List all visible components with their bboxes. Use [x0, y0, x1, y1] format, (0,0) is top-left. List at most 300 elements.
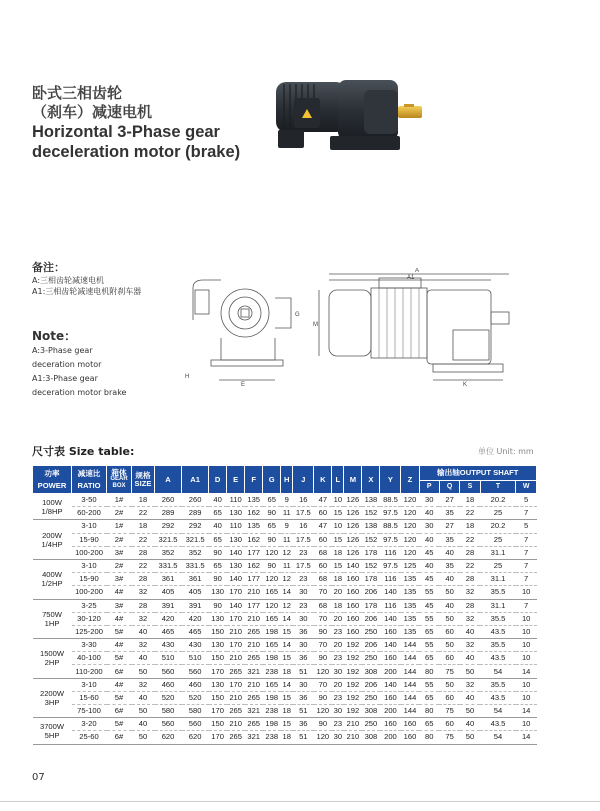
table-cell: 43.5 — [480, 652, 516, 665]
table-cell: 238 — [263, 705, 281, 718]
note-en-a1-line1: A1:3-Phase gear — [32, 374, 98, 383]
table-cell: 60-200 — [72, 507, 107, 520]
table-cell: 18 — [460, 494, 480, 507]
drawing-label-m: M — [313, 322, 318, 328]
table-cell: 152 — [362, 533, 380, 546]
table-cell: 170 — [209, 665, 227, 678]
table-cell: 150 — [209, 691, 227, 704]
power-value: 2200W — [39, 688, 65, 698]
table-cell: 70 — [314, 639, 332, 652]
table-cell: 130 — [227, 533, 245, 546]
motor-photo — [268, 70, 438, 170]
header-col-k: K — [314, 466, 332, 494]
table-cell: 465 — [155, 625, 182, 638]
table-cell: 5# — [107, 625, 132, 638]
table-cell: 60 — [439, 625, 459, 638]
table-cell: 331.5 — [155, 559, 182, 572]
table-cell: 210 — [245, 612, 263, 625]
table-cell: 25 — [480, 507, 516, 520]
table-cell: 144 — [401, 678, 419, 691]
table-row — [33, 625, 537, 638]
table-cell: 32 — [132, 612, 155, 625]
table-cell: 5 — [516, 494, 537, 507]
table-cell: 18 — [132, 520, 155, 533]
table-cell: 391 — [182, 599, 209, 612]
table-cell: 17.5 — [293, 533, 314, 546]
table-cell: 160 — [380, 718, 401, 731]
table-cell: 28 — [132, 573, 155, 586]
table-cell: 126 — [344, 494, 362, 507]
table-cell: 36 — [293, 691, 314, 704]
table-cell: 135 — [401, 599, 419, 612]
table-cell: 20.2 — [480, 494, 516, 507]
table-cell: 150 — [209, 718, 227, 731]
bottom-divider — [0, 801, 600, 802]
table-cell: 178 — [362, 573, 380, 586]
table-cell: 12 — [281, 573, 293, 586]
table-cell: 60 — [314, 507, 332, 520]
table-cell: 88.5 — [380, 520, 401, 533]
table-cell: 210 — [344, 718, 362, 731]
page-number: 07 — [32, 772, 45, 783]
table-row — [33, 612, 537, 625]
table-cell: 31.1 — [480, 599, 516, 612]
table-cell: 16 — [293, 520, 314, 533]
table-cell: 30 — [293, 586, 314, 599]
table-row — [33, 507, 537, 520]
table-cell: 11 — [281, 559, 293, 572]
table-cell: 30 — [293, 678, 314, 691]
table-cell: 20 — [332, 612, 344, 625]
table-cell: 7 — [516, 559, 537, 572]
table-cell: 54 — [480, 665, 516, 678]
table-cell: 60 — [439, 691, 459, 704]
power-cell — [33, 559, 72, 599]
table-cell: 144 — [401, 705, 419, 718]
power-value: 750W — [42, 609, 62, 619]
table-cell: 165 — [263, 586, 281, 599]
table-cell: 4# — [107, 586, 132, 599]
table-cell: 40 — [132, 625, 155, 638]
table-cell: 135 — [401, 573, 419, 586]
table-cell: 2# — [107, 507, 132, 520]
table-cell: 50 — [132, 731, 155, 744]
table-cell: 10 — [332, 520, 344, 533]
table-cell: 20.2 — [480, 520, 516, 533]
table-row — [33, 533, 537, 546]
table-cell: 130 — [209, 639, 227, 652]
table-cell: 70 — [314, 678, 332, 691]
table-cell: 140 — [227, 599, 245, 612]
table-cell: 150 — [209, 652, 227, 665]
note-en-a-line2: deceration motor — [32, 360, 102, 369]
table-cell: 165 — [263, 639, 281, 652]
table-cell: 7 — [516, 546, 537, 559]
table-cell: 6# — [107, 731, 132, 744]
table-cell: 90 — [314, 718, 332, 731]
table-cell: 120 — [401, 546, 419, 559]
header-col-x: X — [362, 466, 380, 494]
table-cell: 120 — [263, 599, 281, 612]
table-cell: 40 — [209, 520, 227, 533]
table-cell: 160 — [344, 612, 362, 625]
notes-en-heading: Note： — [32, 329, 77, 343]
table-cell: 321 — [245, 705, 263, 718]
table-cell: 23 — [332, 652, 344, 665]
note-en-a1-line2: deceration motor brake — [32, 388, 127, 397]
table-cell: 75 — [439, 731, 459, 744]
table-cell: 65 — [209, 507, 227, 520]
header-col-h: H — [281, 466, 293, 494]
table-cell: 120 — [401, 494, 419, 507]
table-cell: 40 — [132, 652, 155, 665]
table-cell: 50 — [439, 639, 459, 652]
table-row — [33, 599, 537, 612]
table-cell: 97.5 — [380, 533, 401, 546]
table-cell: 32 — [132, 639, 155, 652]
table-cell: 250 — [362, 652, 380, 665]
table-cell: 170 — [209, 705, 227, 718]
power-value: 3700W — [39, 721, 65, 731]
table-cell: 260 — [155, 494, 182, 507]
table-cell: 192 — [344, 652, 362, 665]
drawing-label-g: G — [295, 312, 300, 318]
table-cell: 30 — [332, 665, 344, 678]
table-cell: 31.1 — [480, 546, 516, 559]
table-cell: 3-10 — [72, 678, 107, 691]
table-cell: 210 — [227, 625, 245, 638]
table-cell: 206 — [362, 639, 380, 652]
table-cell: 15 — [281, 718, 293, 731]
table-cell: 210 — [245, 639, 263, 652]
drawing-label-a: A — [415, 268, 420, 274]
table-cell: 28 — [460, 573, 480, 586]
table-cell: 90 — [209, 546, 227, 559]
table-cell: 192 — [344, 691, 362, 704]
table-cell: 321.5 — [155, 533, 182, 546]
table-cell: 352 — [155, 546, 182, 559]
table-cell: 110 — [227, 520, 245, 533]
table-cell: 140 — [227, 546, 245, 559]
table-cell: 405 — [155, 586, 182, 599]
table-cell: 289 — [182, 507, 209, 520]
header-col-f: F — [245, 466, 263, 494]
table-cell: 22 — [132, 533, 155, 546]
table-cell: 2# — [107, 559, 132, 572]
table-cell: 126 — [344, 533, 362, 546]
table-cell: 50 — [132, 705, 155, 718]
power-cell — [33, 599, 72, 639]
table-cell: 27 — [439, 494, 459, 507]
table-cell: 210 — [344, 731, 362, 744]
table-cell: 192 — [344, 678, 362, 691]
table-cell: 43.5 — [480, 691, 516, 704]
table-cell: 50 — [439, 612, 459, 625]
table-cell: 90 — [314, 652, 332, 665]
table-row — [33, 705, 537, 718]
table-cell: 30 — [293, 639, 314, 652]
table-cell: 165 — [263, 612, 281, 625]
drawing-label-e: E — [241, 382, 246, 388]
table-cell: 40 — [439, 573, 459, 586]
table-cell: 5# — [107, 718, 132, 731]
table-cell: 162 — [245, 507, 263, 520]
header-col-a1: A1 — [182, 466, 209, 494]
table-cell: 4# — [107, 678, 132, 691]
table-cell: 32 — [132, 586, 155, 599]
table-cell: 361 — [182, 573, 209, 586]
table-cell: 177 — [245, 599, 263, 612]
table-row — [33, 494, 537, 507]
power-value: 2HP — [44, 658, 60, 668]
table-cell: 265 — [227, 731, 245, 744]
table-cell: 35.5 — [480, 678, 516, 691]
table-cell: 80 — [419, 665, 439, 678]
table-cell: 391 — [155, 599, 182, 612]
table-cell: 178 — [362, 599, 380, 612]
table-cell: 18 — [281, 731, 293, 744]
table-cell: 331.5 — [182, 559, 209, 572]
table-cell: 31.1 — [480, 573, 516, 586]
table-cell: 47 — [314, 520, 332, 533]
table-cell: 32 — [132, 678, 155, 691]
table-cell: 18 — [281, 665, 293, 678]
table-cell: 25 — [480, 533, 516, 546]
table-cell: 30 — [419, 494, 439, 507]
table-cell: 40 — [419, 559, 439, 572]
table-cell: 60 — [314, 533, 332, 546]
table-cell: 11 — [281, 507, 293, 520]
table-cell: 265 — [227, 665, 245, 678]
table-cell: 10 — [516, 625, 537, 638]
table-cell: 68 — [314, 599, 332, 612]
note-cn-a1: A1:三相齿轮减速电机附刹车器 — [32, 287, 142, 296]
table-cell: 65 — [419, 625, 439, 638]
table-cell: 32 — [460, 639, 480, 652]
table-body — [33, 494, 537, 745]
table-cell: 40 — [439, 599, 459, 612]
table-cell: 30-120 — [72, 612, 107, 625]
power-cell — [33, 494, 72, 520]
table-cell: 265 — [245, 625, 263, 638]
drawing-label-k: K — [463, 382, 468, 388]
table-cell: 35 — [439, 533, 459, 546]
table-cell: 30 — [332, 731, 344, 744]
table-row — [33, 639, 537, 652]
table-cell: 162 — [245, 533, 263, 546]
table-cell: 178 — [362, 546, 380, 559]
table-cell: 140 — [227, 573, 245, 586]
table-cell: 3-10 — [72, 559, 107, 572]
table-cell: 192 — [344, 665, 362, 678]
table-cell: 9 — [281, 494, 293, 507]
table-cell: 192 — [344, 639, 362, 652]
table-cell: 50 — [439, 678, 459, 691]
table-cell: 152 — [362, 507, 380, 520]
table-cell: 20 — [332, 586, 344, 599]
table-cell: 14 — [516, 705, 537, 718]
table-cell: 140 — [380, 639, 401, 652]
table-cell: 1# — [107, 494, 132, 507]
header-gearbox: 箱体 GEAR BOX — [107, 466, 132, 494]
table-cell: 60 — [439, 652, 459, 665]
table-cell: 28 — [132, 546, 155, 559]
table-row — [33, 586, 537, 599]
table-cell: 162 — [245, 559, 263, 572]
table-cell: 27 — [439, 520, 459, 533]
table-cell: 10 — [516, 678, 537, 691]
table-cell: 47 — [314, 494, 332, 507]
table-cell: 9 — [281, 520, 293, 533]
table-cell: 520 — [182, 691, 209, 704]
table-cell: 130 — [209, 678, 227, 691]
table-cell: 144 — [401, 639, 419, 652]
table-cell: 420 — [155, 612, 182, 625]
title-en-line1: Horizontal 3-Phase gear — [32, 123, 220, 141]
table-cell: 120 — [314, 705, 332, 718]
table-cell: 560 — [182, 665, 209, 678]
table-cell: 135 — [245, 520, 263, 533]
table-cell: 3# — [107, 546, 132, 559]
power-value: 400W — [42, 570, 62, 580]
table-cell: 250 — [362, 691, 380, 704]
table-cell: 6# — [107, 705, 132, 718]
table-cell: 7 — [516, 599, 537, 612]
table-cell: 292 — [182, 520, 209, 533]
table-cell: 3-10 — [72, 520, 107, 533]
table-header-row — [33, 466, 537, 481]
notes — [32, 262, 182, 400]
table-cell: 140 — [380, 678, 401, 691]
header-col-d: D — [209, 466, 227, 494]
table-cell: 75 — [439, 665, 459, 678]
table-row — [33, 546, 537, 559]
table-cell: 51 — [293, 705, 314, 718]
table-cell: 14 — [281, 586, 293, 599]
table-cell: 140 — [380, 612, 401, 625]
table-cell: 23 — [332, 718, 344, 731]
table-cell: 50 — [460, 705, 480, 718]
table-cell: 620 — [182, 731, 209, 744]
table-cell: 308 — [362, 665, 380, 678]
note-en-a-line1: A:3-Phase gear — [32, 346, 93, 355]
table-cell: 68 — [314, 546, 332, 559]
table-cell: 97.5 — [380, 559, 401, 572]
table-cell: 250 — [362, 625, 380, 638]
table-cell: 260 — [182, 494, 209, 507]
table-cell: 45 — [419, 573, 439, 586]
table-cell: 160 — [344, 599, 362, 612]
table-cell: 36 — [293, 652, 314, 665]
table-cell: 55 — [419, 586, 439, 599]
table-cell: 130 — [227, 507, 245, 520]
table-row — [33, 559, 537, 572]
table-cell: 18 — [332, 599, 344, 612]
table-cell: 265 — [245, 691, 263, 704]
power-value: 1500W — [39, 649, 65, 659]
table-cell: 80 — [419, 705, 439, 718]
table-cell: 560 — [182, 718, 209, 731]
table-cell: 206 — [362, 586, 380, 599]
header-col-l: L — [332, 466, 344, 494]
table-cell: 126 — [344, 546, 362, 559]
table-cell: 7 — [516, 533, 537, 546]
table-cell: 170 — [227, 612, 245, 625]
table-row — [33, 652, 537, 665]
table-title: 尺寸表 Size table: — [32, 445, 135, 458]
table-cell: 50 — [439, 586, 459, 599]
power-cell — [33, 718, 72, 744]
power-value: 200W — [42, 530, 62, 540]
header-col-a: A — [155, 466, 182, 494]
table-cell: 135 — [401, 612, 419, 625]
table-cell: 35.5 — [480, 639, 516, 652]
header-col-g: G — [263, 466, 281, 494]
header-col-s: S — [460, 481, 480, 494]
table-cell: 22 — [132, 559, 155, 572]
table-cell: 265 — [227, 705, 245, 718]
size-table — [32, 465, 537, 745]
table-cell: 100-200 — [72, 586, 107, 599]
table-row — [33, 573, 537, 586]
table-cell: 97.5 — [380, 507, 401, 520]
title-cn-line2: （刹车）减速电机 — [32, 103, 153, 121]
table-cell: 15 — [332, 507, 344, 520]
table-cell: 28 — [132, 599, 155, 612]
header-col-z: Z — [401, 466, 419, 494]
table-cell: 43.5 — [480, 718, 516, 731]
table-cell: 110-200 — [72, 665, 107, 678]
table-cell: 90 — [314, 691, 332, 704]
table-cell: 144 — [401, 691, 419, 704]
table-cell: 430 — [182, 639, 209, 652]
table-cell: 90 — [263, 559, 281, 572]
table-cell: 170 — [227, 586, 245, 599]
table-cell: 150 — [209, 625, 227, 638]
table-cell: 160 — [344, 586, 362, 599]
table-cell: 22 — [460, 507, 480, 520]
table-cell: 32 — [460, 586, 480, 599]
table-cell: 23 — [293, 599, 314, 612]
table-row — [33, 718, 537, 731]
table-cell: 160 — [401, 731, 419, 744]
table-cell: 250 — [362, 718, 380, 731]
table-cell: 125-200 — [72, 625, 107, 638]
table-cell: 135 — [401, 586, 419, 599]
table-cell: 116 — [380, 573, 401, 586]
table-cell: 135 — [401, 625, 419, 638]
power-value: 1/2HP — [41, 579, 63, 589]
table-cell: 60 — [314, 559, 332, 572]
table-cell: 120 — [401, 520, 419, 533]
table-cell: 135 — [245, 494, 263, 507]
table-cell: 54 — [480, 731, 516, 744]
table-cell: 65 — [263, 494, 281, 507]
power-cell — [33, 678, 72, 718]
table-cell: 5 — [516, 520, 537, 533]
table-cell: 206 — [362, 678, 380, 691]
table-cell: 35 — [439, 507, 459, 520]
table-cell: 15-60 — [72, 691, 107, 704]
notes-cn-heading: 备注： — [32, 261, 65, 274]
table-cell: 120 — [314, 731, 332, 744]
table-cell: 14 — [516, 731, 537, 744]
table-cell: 110 — [227, 494, 245, 507]
table-cell: 210 — [245, 678, 263, 691]
table-row — [33, 691, 537, 704]
table-cell: 126 — [344, 507, 362, 520]
table-cell: 14 — [281, 612, 293, 625]
